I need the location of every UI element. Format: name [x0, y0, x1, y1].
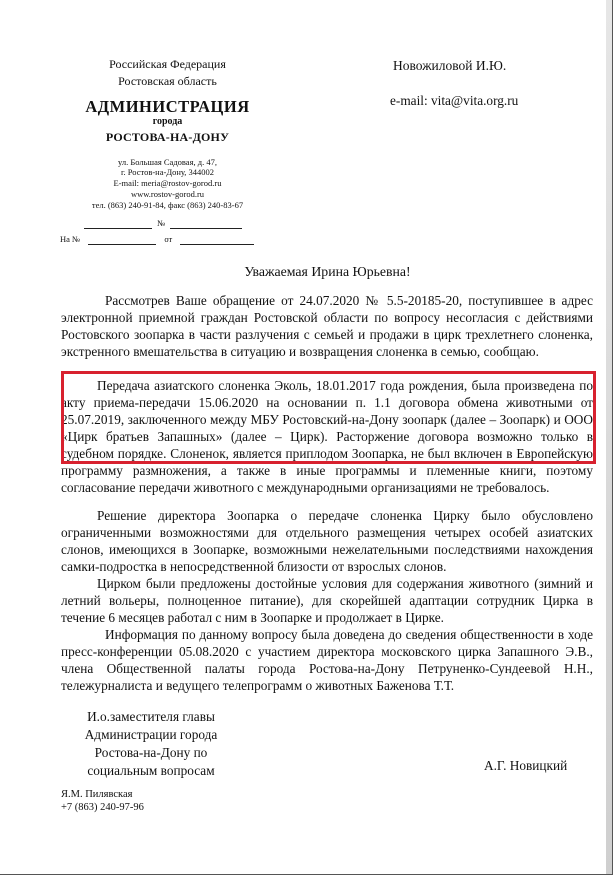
- letterhead-country: Российская Федерация: [109, 57, 226, 71]
- paragraph-1: Рассмотрев Ваше обращение от 24.07.2020 № 5.5-20185-20, поступившее в адрес электронной приемной граждан Ростовской области по вопросу несогласия с действиями Ростовского зоопарка в части разлучения с семьей и продажи в цирк трехлетнего слоненка, экстренного вмешательства в ситуацию и возвращения слоненка в семью, сообщаю.: [61, 293, 593, 359]
- signature-name: А.Г. Новицкий: [484, 758, 568, 773]
- letterhead-address-2: г. Ростов-на-Дону, 344002: [120, 167, 215, 177]
- signature-position-line-3: Ростова-на-Дону по: [94, 745, 208, 760]
- reg-na-label: На №: [60, 234, 81, 244]
- registration-row-2: [60, 234, 290, 245]
- paragraph-2-rest: Расторжение договора возможно только в судебном порядке. Слоненок, является приплодом Зоопарка, не был включен в Европейскую программу размножения, а также в иные программы и племенные книги, поэтому согласование передачи животного с международными организациями не требовалось.: [61, 429, 594, 495]
- page-edge-shadow: [606, 0, 612, 874]
- reg-number-line: [170, 219, 242, 229]
- letterhead-phones: тел. (863) 240-91-84, факс (863) 240-83-67: [91, 200, 244, 210]
- letterhead-title: АДМИНИСТРАЦИЯ: [85, 97, 250, 116]
- letterhead-address-1: ул. Большая Садовая, д. 47,: [118, 157, 217, 167]
- letterhead-city: РОСТОВА-НА-ДОНУ: [105, 130, 230, 144]
- registration-row-1: [84, 218, 284, 229]
- signature-position-line-1: И.о.заместителя главы: [87, 709, 215, 724]
- paragraph-2-highlighted: Передача азиатского слоненка Эколь, 18.01.2017 года рождения, была произведена по акту приема-передачи 15.06.2020 на основании п. 1.1 договора обмена животными от 25.07.2019, заключенного между МБУ Ростовский-на-Дону зоопарк (далее – Зоопарк) и ООО «Цирк братьев Запашных» (далее – Цирк).: [61, 378, 593, 444]
- reg-date-line: [84, 219, 152, 229]
- paragraph-4: Цирком были предложены достойные условия для содержания животного (зимний и летний вольеры, полноценное питание), для скорейшей адаптации сотрудник Цирка в течение 6 месяцев работал с ним в Зоопарке и продолжает в Цирке.: [61, 576, 593, 625]
- executor-name: Я.М. Пилявская: [61, 789, 133, 800]
- executor-phone: +7 (863) 240-97-96: [61, 802, 144, 813]
- signature-position-line-4: социальным вопросам: [87, 763, 215, 778]
- reg-ot-label: от: [164, 234, 173, 244]
- paragraph-5: Информация по данному вопросу была доведена до сведения общественности в ходе пресс-конференции 05.08.2020 с участием директора московского цирка Запашного Э.В., члена Общественной палаты города Ростова-на-Дону Петруненко-Сундеевой Н.Н., тележурналиста и ведущего телепрограмм о животных Баженова Т.Т.: [61, 627, 593, 693]
- letterhead-email: E-mail: meria@rostov-gorod.ru: [113, 178, 222, 188]
- recipient-email: e-mail: vita@vita.org.ru: [390, 93, 519, 108]
- reg-no-label: №: [157, 218, 166, 228]
- recipient-name: Новожиловой И.Ю.: [393, 58, 507, 73]
- reg-ot-line: [180, 235, 254, 245]
- signature-position: [70, 708, 232, 780]
- letterhead-region: Ростовская область: [118, 74, 217, 88]
- highlight-box: [61, 371, 596, 464]
- signature-position-line-2: Администрации города: [84, 727, 218, 742]
- letterhead-website: www.rostov-gorod.ru: [130, 189, 205, 199]
- letterhead-subtitle: города: [152, 116, 183, 127]
- paragraph-3: Решение директора Зоопарка о передаче слоненка Цирку было обусловлено ограниченными возможностями для отдельного размещения четырех особей азиатских слонов, имеющихся в Зоопарке, возможными нежелательными последствиями нахождения самки-подростка в непосредственной близости от взрослых слонов.: [61, 508, 593, 574]
- salutation: Уважаемая Ирина Юрьевна!: [244, 264, 411, 279]
- reg-na-line: [88, 235, 156, 245]
